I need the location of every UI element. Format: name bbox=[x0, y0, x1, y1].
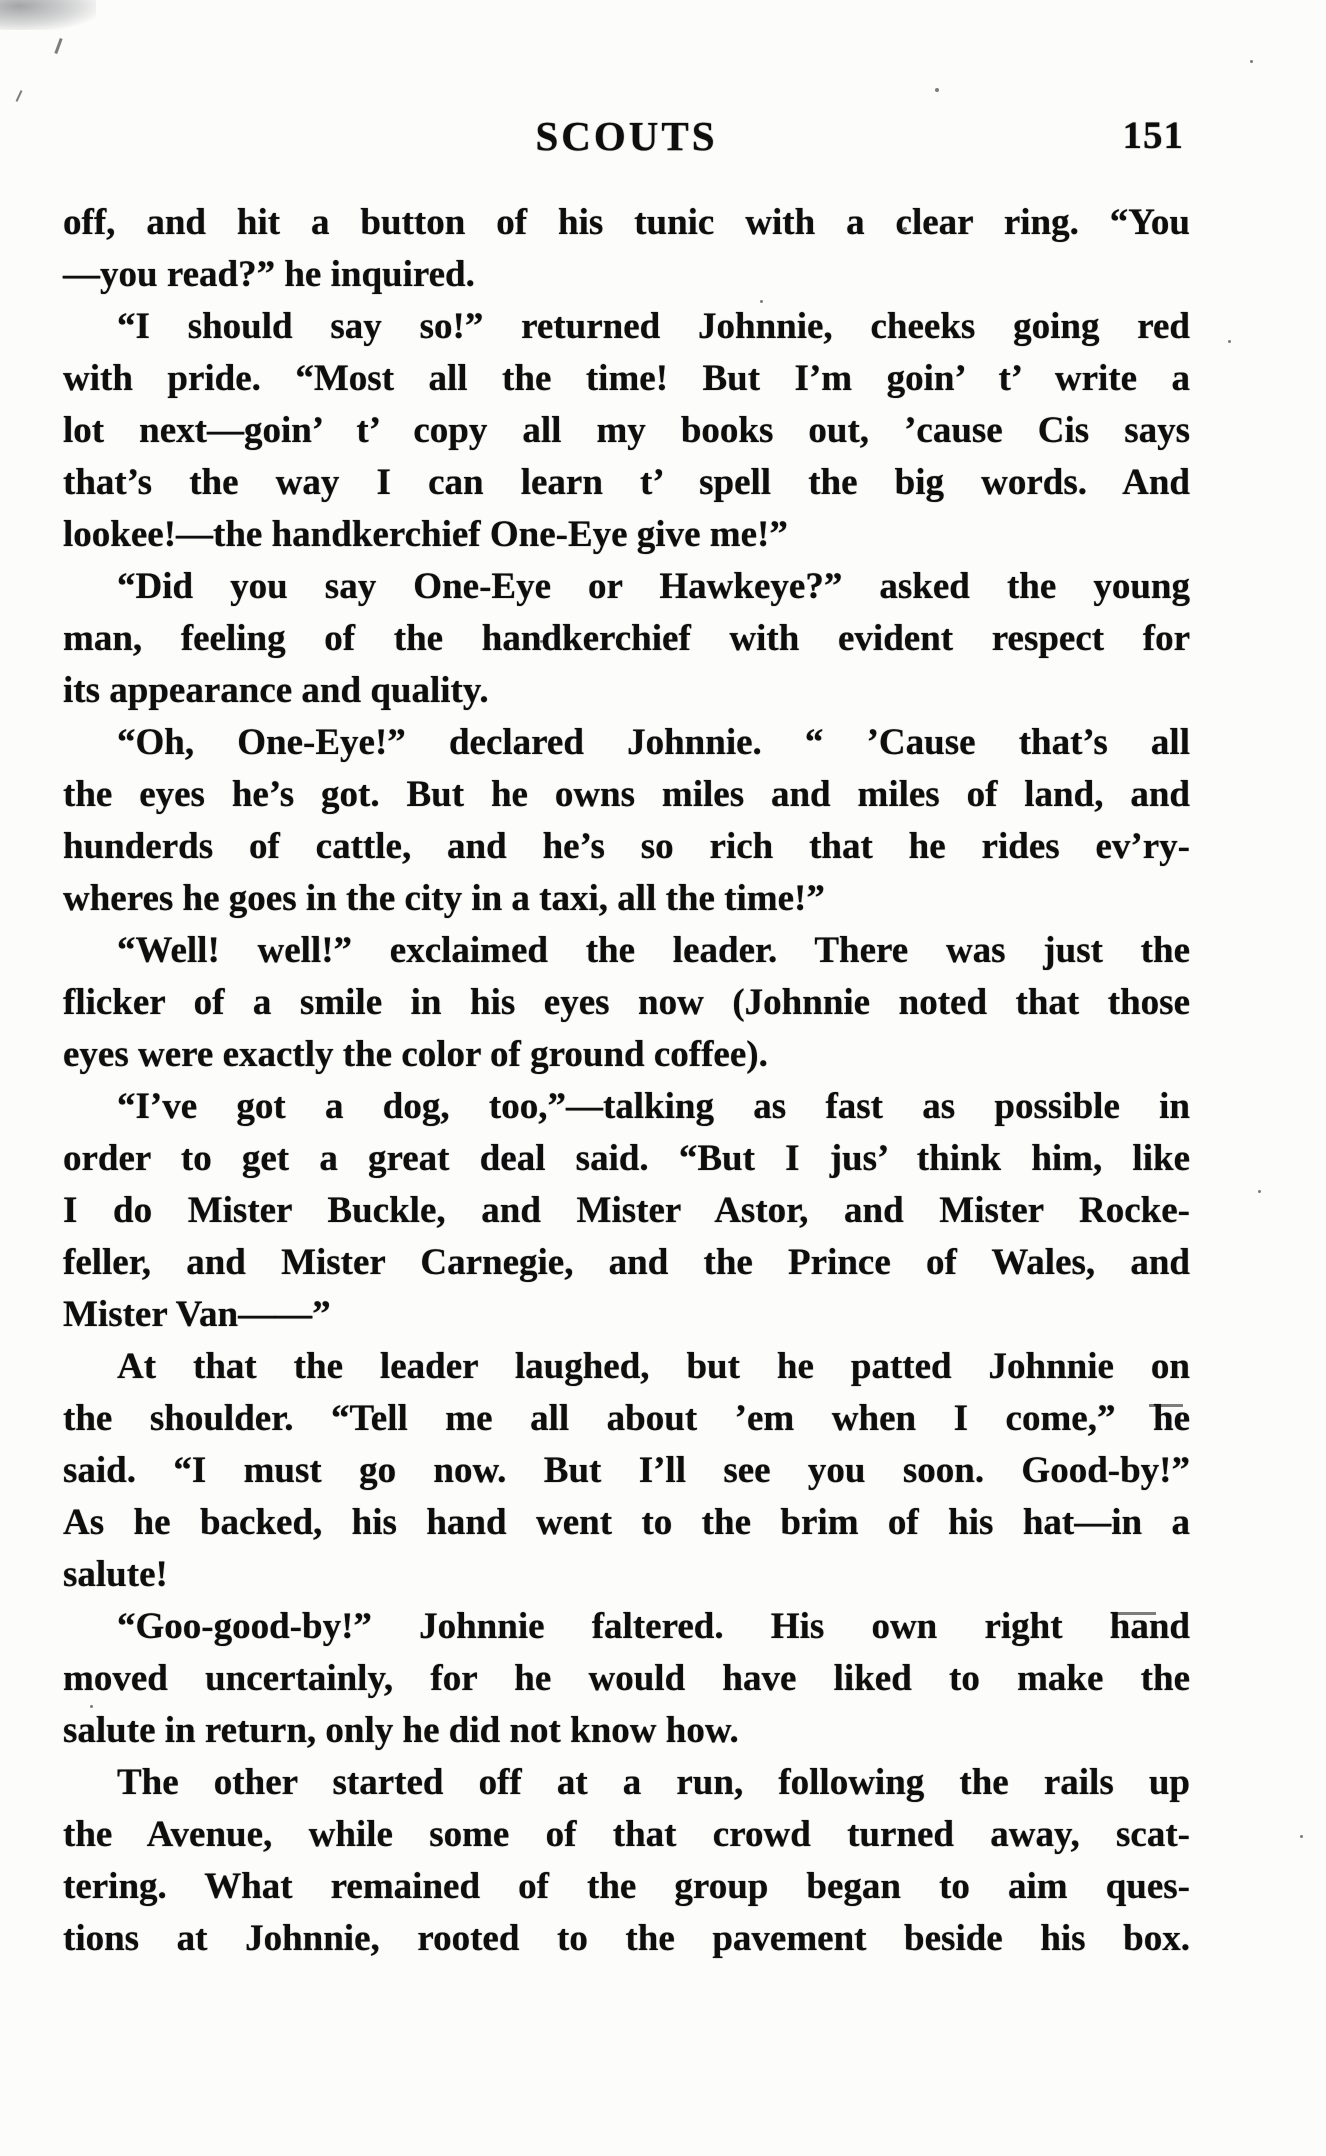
text-line: “Well! well!” exclaimed the leader. There was just the bbox=[117, 930, 1190, 971]
text-line: the eyes he’s got. But he owns miles and miles of land, and bbox=[63, 774, 1190, 815]
text-line: At that the leader laughed, but he patted Johnnie on bbox=[117, 1346, 1190, 1387]
scan-smudge bbox=[0, 0, 96, 30]
text-line: hunderds of cattle, and he’s so rich that he rides ev’ry- bbox=[63, 826, 1190, 867]
scan-speck bbox=[1258, 1190, 1261, 1193]
text-line: The other started off at a run, following the rails up bbox=[117, 1762, 1190, 1803]
running-head bbox=[63, 112, 1190, 164]
text-line: flicker of a smile in his eyes now (Johnnie noted that those bbox=[63, 982, 1190, 1023]
text-line: moved uncertainly, for he would have liked to make the bbox=[63, 1658, 1190, 1699]
text-line: man, feeling of the handkerchief with evident respect for bbox=[63, 618, 1190, 659]
text-line: off, and hit a button of his tunic with a clear ring. “You bbox=[63, 202, 1190, 243]
body-text-block bbox=[63, 197, 1190, 1965]
text-line: —you read?” he inquired. bbox=[63, 254, 475, 295]
text-line: tering. What remained of the group began to aim ques- bbox=[63, 1866, 1190, 1907]
scan-speck bbox=[935, 88, 939, 92]
running-header-title: SCOUTS bbox=[535, 113, 718, 159]
scan-speck bbox=[54, 38, 62, 54]
text-line: “I’ve got a dog, too,”—talking as fast as possible in bbox=[117, 1086, 1190, 1127]
text-line: eyes were exactly the color of ground coffee). bbox=[63, 1034, 768, 1075]
scan-speck bbox=[16, 90, 23, 102]
text-line: lookee!—the handkerchief One-Eye give me!” bbox=[63, 514, 788, 555]
text-line: salute! bbox=[63, 1554, 168, 1595]
text-line: said. “I must go now. But I’ll see you soon. Good-by!” bbox=[63, 1450, 1190, 1491]
page-number: 151 bbox=[1122, 114, 1184, 157]
text-line: its appearance and quality. bbox=[63, 670, 489, 711]
text-line: “I should say so!” returned Johnnie, cheeks going red bbox=[117, 306, 1190, 347]
text-line: the shoulder. “Tell me all about ’em when I come,” he bbox=[63, 1398, 1190, 1439]
text-line: the Avenue, while some of that crowd turned away, scat- bbox=[63, 1814, 1190, 1855]
text-line: with pride. “Most all the time! But I’m goin’ t’ write a bbox=[63, 358, 1190, 399]
text-line: I do Mister Buckle, and Mister Astor, and Mister Rocke- bbox=[63, 1190, 1190, 1231]
text-line: order to get a great deal said. “But I jus’ think him, like bbox=[63, 1138, 1190, 1179]
text-line: feller, and Mister Carnegie, and the Prince of Wales, and bbox=[63, 1242, 1190, 1283]
text-line: salute in return, only he did not know how. bbox=[63, 1710, 739, 1751]
text-line: “Oh, One-Eye!” declared Johnnie. “ ’Cause that’s all bbox=[117, 722, 1190, 763]
text-line: that’s the way I can learn t’ spell the big words. And bbox=[63, 462, 1190, 503]
scan-speck bbox=[1250, 60, 1253, 63]
text-line: As he backed, his hand went to the brim of his hat—in a bbox=[63, 1502, 1190, 1543]
text-line: lot next—goin’ t’ copy all my books out, ’cause Cis says bbox=[63, 410, 1190, 451]
scan-speck bbox=[1228, 340, 1231, 343]
text-line: tions at Johnnie, rooted to the pavement beside his box. bbox=[63, 1918, 1190, 1959]
text-line: Mister Van——” bbox=[63, 1294, 331, 1335]
text-line: “Goo-good-by!” Johnnie faltered. His own right hand bbox=[117, 1606, 1190, 1647]
scan-speck bbox=[1300, 1835, 1303, 1838]
text-line: wheres he goes in the city in a taxi, all the time!” bbox=[63, 878, 825, 919]
text-line: “Did you say One-Eye or Hawkeye?” asked the young bbox=[117, 566, 1190, 607]
